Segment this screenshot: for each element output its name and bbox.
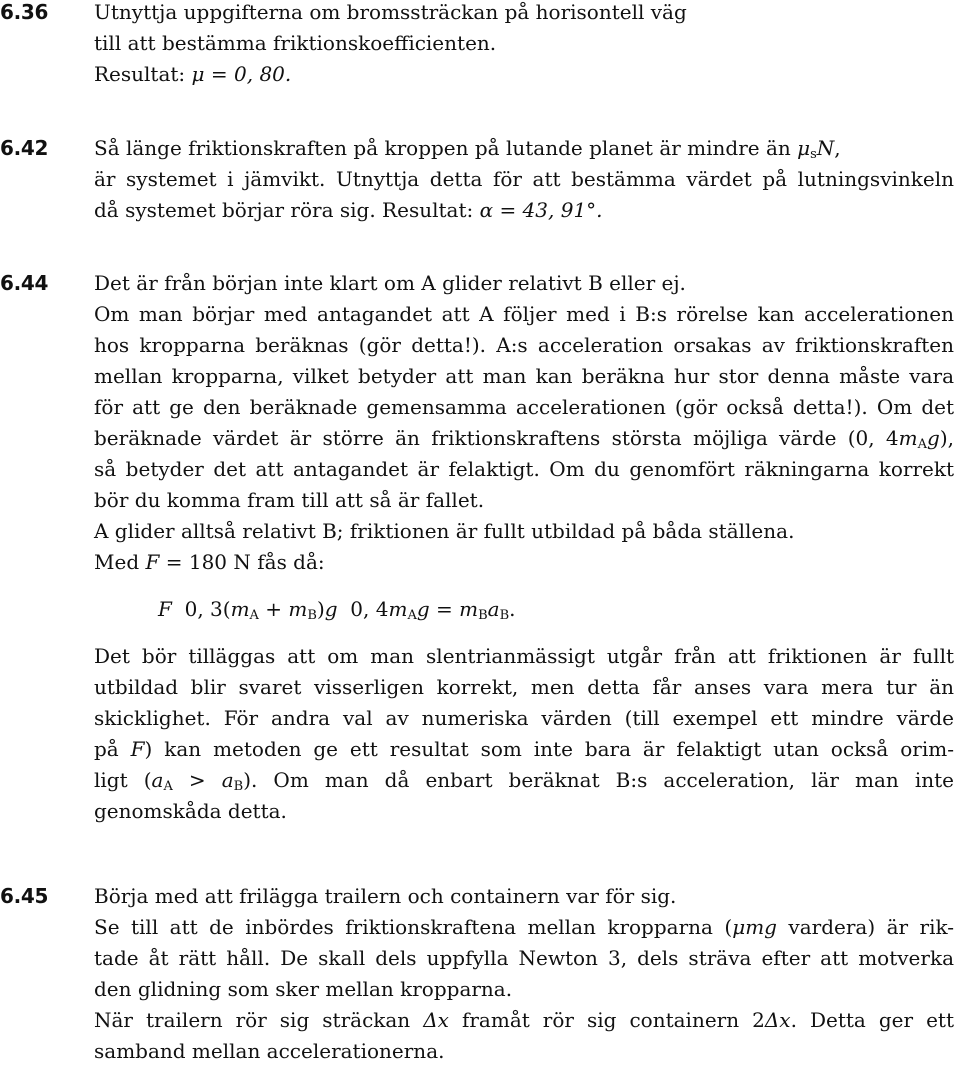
spacer xyxy=(94,625,954,641)
problem-number: 6.42 xyxy=(0,136,49,160)
text-line: bör du komma fram till att så är fallet. xyxy=(94,488,485,512)
text-run: . Detta ger ett xyxy=(790,1008,954,1032)
text-line: mellan kropparna, vilket betyder att man kan beräkna hur stor denna måste vara xyxy=(94,364,954,388)
math-symbol: Δx xyxy=(764,1008,791,1032)
math-subscript: s xyxy=(810,147,817,162)
text-run: ) kan metoden ge ett resultat som inte bara är felaktigt utan också orim- xyxy=(144,737,954,761)
text-line: för att ge den beräknade gemensamma accelerationen (gör också detta!). Om det xyxy=(94,395,954,419)
math-subscript: B xyxy=(499,608,510,623)
text-run: framåt rör sig containern 2 xyxy=(448,1008,765,1032)
math-symbol: g xyxy=(416,597,430,621)
math-run: + xyxy=(258,597,289,621)
math-run: 0, 4 xyxy=(337,597,389,621)
text-line xyxy=(94,423,954,454)
math-symbol: μmg xyxy=(732,915,777,939)
text-run: När trailern rör sig sträckan xyxy=(94,1008,424,1032)
result-label: Resultat: xyxy=(94,62,192,86)
math-symbol: F xyxy=(145,550,160,574)
text-line xyxy=(94,133,954,164)
text-line: hos kropparna beräknas (gör detta!). A:s acceleration orsakas av friktionskraften xyxy=(94,333,954,357)
math-symbol: μ xyxy=(797,136,811,160)
math-subscript: A xyxy=(407,608,417,623)
text-line: skicklighet. För andra val av numeriska värden (till exempel ett mindre värde xyxy=(94,706,954,730)
math-symbol: a xyxy=(221,768,234,792)
text-line: Det är från början inte klart om A glider relativt B eller ej. xyxy=(94,271,686,295)
math-symbol: N xyxy=(816,136,835,160)
text-line: Det bör tilläggas att om man slentrianmässigt utgår från att friktionen är fullt xyxy=(94,644,954,668)
problem-number: 6.44 xyxy=(0,271,49,295)
math-subscript: B xyxy=(307,608,317,623)
text-line xyxy=(94,765,954,796)
math-run: = xyxy=(429,597,460,621)
math-run: 0, 3( xyxy=(171,597,231,621)
math-subscript: B xyxy=(478,608,488,623)
text-line: Om man börjar med antagandet att A följer med i B:s rörelse kan accelerationen xyxy=(94,302,954,326)
math-symbol: F xyxy=(130,737,145,761)
text-line: till att bestämma friktionskoefficienten. xyxy=(94,31,497,55)
problem-number: 6.36 xyxy=(0,0,49,24)
text-line: samband mellan accelerationerna. xyxy=(94,1039,445,1063)
text-line: genomskåda detta. xyxy=(94,799,287,823)
text-run: Så länge friktionskraften på kroppen på lutande planet är mindre än xyxy=(94,136,798,160)
math-symbol: g xyxy=(927,426,940,450)
math-subscript: B xyxy=(233,779,244,794)
problem-text xyxy=(94,0,954,90)
text-line xyxy=(94,912,954,943)
text-run: = 180 N fås då: xyxy=(159,550,325,574)
text-run: vardera) är rik- xyxy=(776,915,954,939)
math-run: > xyxy=(172,768,222,792)
text-line: Utnyttja uppgifterna om bromssträckan på horisontell väg xyxy=(94,0,687,24)
text-line: Börja med att frilägga trailern och containern var för sig. xyxy=(94,884,677,908)
text-run: ). Om man då enbart beräknat B:s acceleration, lär man inte xyxy=(243,768,954,792)
math-symbol: F xyxy=(158,597,172,621)
text-line: A glider alltså relativt B; friktionen är fullt utbildad på båda ställena. xyxy=(94,519,795,543)
text-line: utbildad blir svaret visserligen korrekt, men detta får anses vara mera tur än xyxy=(94,675,954,699)
text-line: tade åt rätt håll. De skall dels uppfylla Newton 3, dels sträva efter att motverka xyxy=(94,946,954,970)
text-line: är systemet i jämvikt. Utnyttja detta för att bestämma värdet på lutningsvinkeln xyxy=(94,167,954,191)
math-symbol: a xyxy=(151,768,164,792)
result-formula: α = 43, 91°. xyxy=(479,198,603,222)
math-symbol: m xyxy=(459,597,479,621)
text-run: ), xyxy=(939,426,954,450)
text-line xyxy=(94,734,954,765)
text-run: Se till att de inbördes friktionskraftena mellan kropparna ( xyxy=(94,915,733,939)
problem-text xyxy=(94,881,954,1067)
math-symbol: m xyxy=(898,426,918,450)
math-symbol: m xyxy=(388,597,408,621)
text-line xyxy=(94,547,954,578)
math-subscript: A xyxy=(163,779,173,794)
text-line: så betyder det att antagandet är felaktigt. Om du genomfört räkningarna korrekt xyxy=(94,457,954,481)
math-symbol: a xyxy=(487,597,500,621)
text-line xyxy=(94,195,954,226)
text-line xyxy=(94,59,954,90)
text-run: då systemet börjar röra sig. Resultat: xyxy=(94,198,480,222)
text-run: Med xyxy=(94,550,146,574)
text-line xyxy=(94,1005,954,1036)
math-subscript: A xyxy=(249,608,259,623)
text-run: på xyxy=(94,737,131,761)
problem-text xyxy=(94,268,954,827)
math-subscript: A xyxy=(917,437,928,452)
math-symbol: m xyxy=(288,597,308,621)
math-symbol: m xyxy=(230,597,250,621)
math-symbol: Δx xyxy=(423,1008,449,1032)
result-formula: μ = 0, 80. xyxy=(191,62,292,86)
math-run: ) xyxy=(316,597,325,621)
text-run: , xyxy=(834,136,841,160)
problem-number: 6.45 xyxy=(0,884,49,908)
equation xyxy=(94,594,954,625)
spacer xyxy=(94,578,954,594)
problem-text xyxy=(94,133,954,226)
text-line: den glidning som sker mellan kropparna. xyxy=(94,977,513,1001)
text-run: beräknade värdet är större än friktionskraftens största möjliga värde (0, 4 xyxy=(94,426,899,450)
math-symbol: g xyxy=(324,597,338,621)
text-run: ligt ( xyxy=(94,768,152,792)
math-run: . xyxy=(509,597,516,621)
